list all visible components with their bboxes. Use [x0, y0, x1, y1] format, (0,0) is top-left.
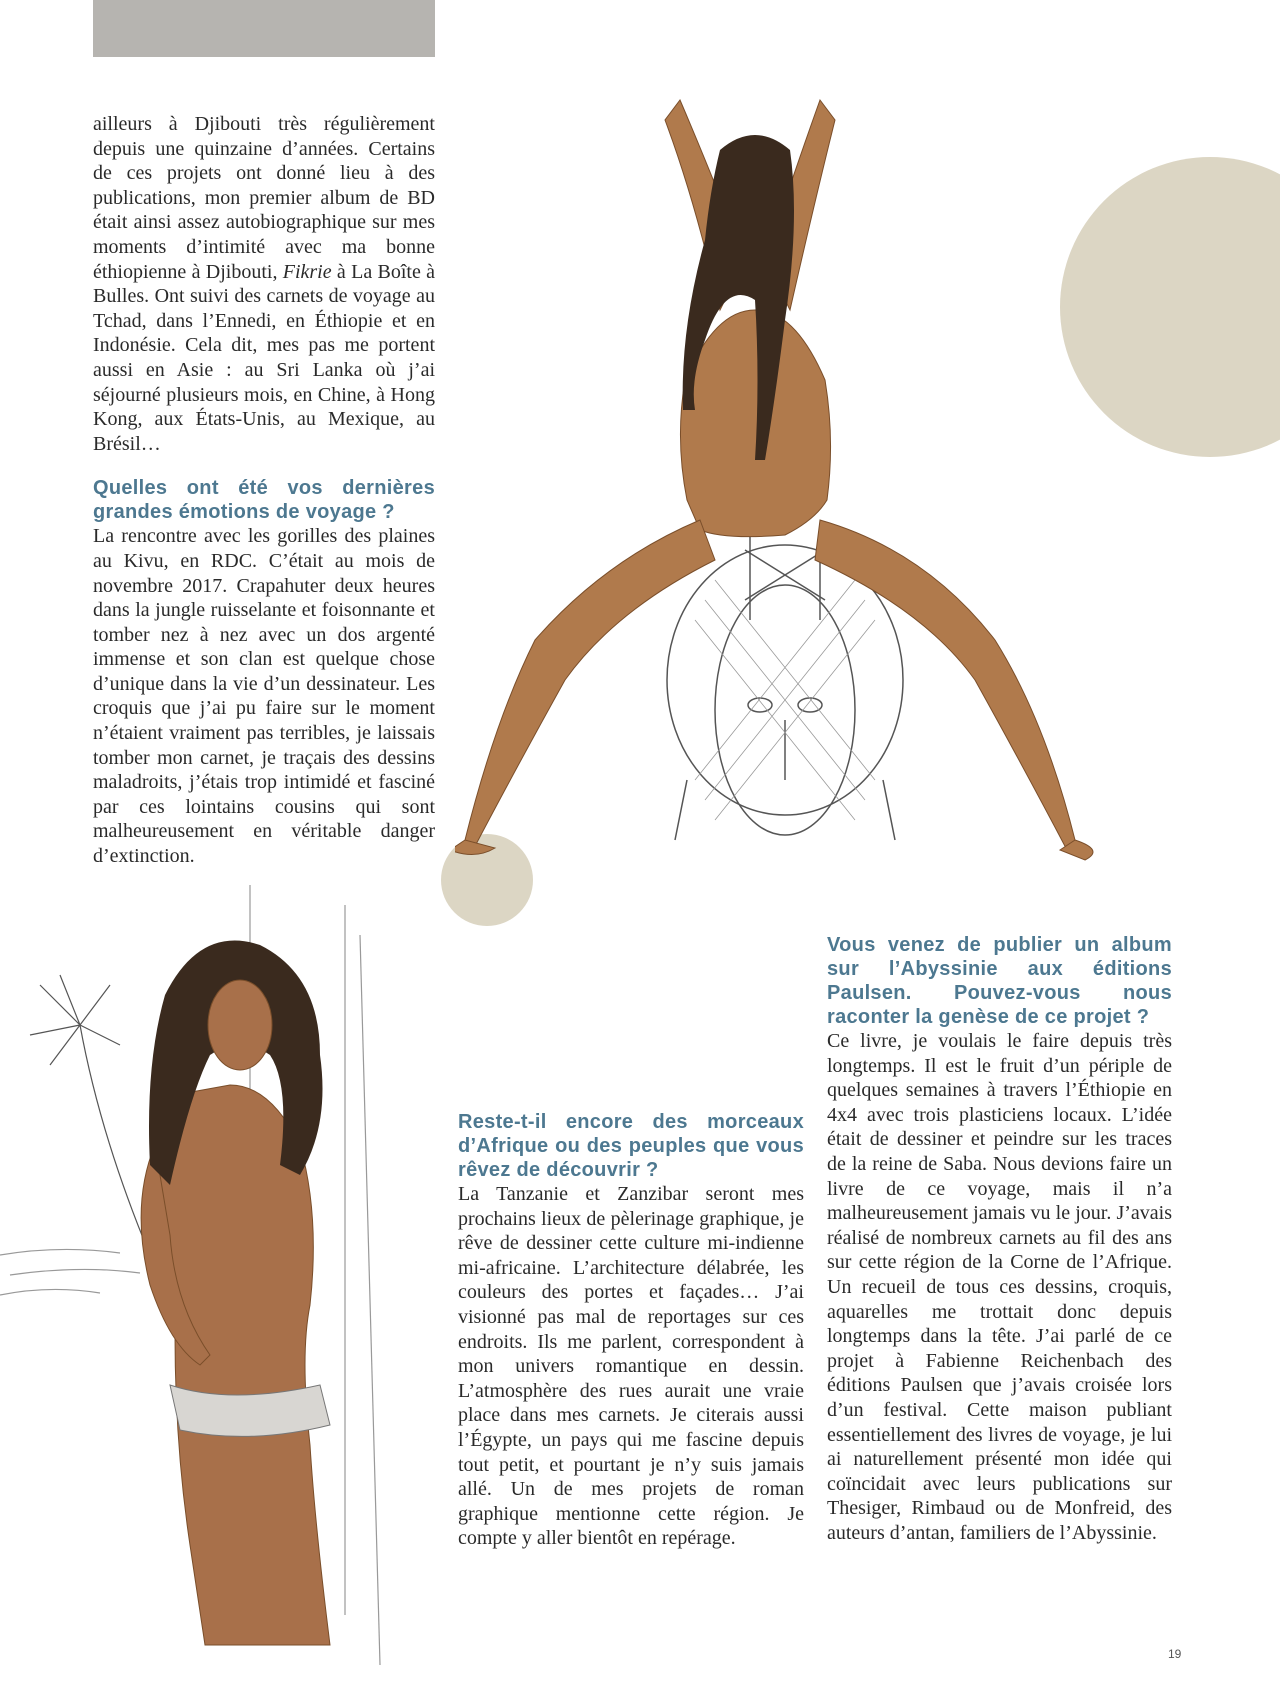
- intro-text-end: à La Boîte à Bulles. Ont suivi des carnets de voyage au Tchad, dans l’Ennedi, en Éthiopie et en Indonésie. Cela dit, mes pas me portent aussi en Asie : au Sri Lanka où j’ai séjourné plusieurs mois, en Chine, à Hong Kong, aux États-Unis, au Mexique, au Brésil…: [93, 260, 435, 455]
- answer-paragraph: Ce livre, je voulais le faire depuis très longtemps. Il est le fruit d’un périple de quelques semaines à travers l’Éthiopie en 4x4 avec trois plasticiens locaux. L’idée était de dessiner et peindre sur les traces de la reine de Saba. Nous devions faire un livre de ce voyage, mais il n’a malheureusement jamais vu le jour. J’avais réalisé de nombreux carnets au fil des ans sur cette région de la Corne de l’Afrique. Un recueil de tous ces dessins, croquis, aquarelles me trottait donc depuis longtemps dans la tête. J’ai parlé de ce projet à Fabienne Reichenbach des éditions Paulsen que j’avais croisée lors d’un festival. Cette maison publiant essentiellement des livres de voyage, je lui ai naturellement présenté mon idée qui coïncidait avec leurs publications sur Thesiger, Rimbaud ou de Monfreid, des auteurs d’antan, familiers de l’Abyssinie.: [827, 1030, 1172, 1544]
- header-color-bar: [93, 0, 435, 57]
- page-number: 19: [1168, 1647, 1182, 1661]
- column-middle: [458, 1110, 804, 1551]
- intro-paragraph: [93, 112, 435, 456]
- column-left: [93, 112, 435, 869]
- question-heading: Reste-t-il encore des morceaux d’Afrique ou des peuples que vous rêvez de découvrir ?: [458, 1111, 804, 1181]
- answer-paragraph: La Tanzanie et Zanzibar seront mes prochains lieux de pèlerinage graphique, je rêve de dessiner cette culture mi-indienne mi-africaine. L’architecture délabrée, les couleurs des portes et façades… J’ai visionné pas mal de reportages sur ces endroits. Ils me parlent, correspondent à mon univers romantique en dessin. L’atmosphère des rues aurait une vraie place dans mes carnets. Je citerais aussi l’Égypte, un pays qui me fascine depuis tout petit, et pourtant je n’y suis jamais allé. Un de mes projets de roman graphique mentionne cette région. Je compte y aller bientôt en repérage.: [458, 1183, 804, 1550]
- book-title: Fikrie: [282, 260, 332, 283]
- question-heading: Quelles ont été vos dernières grandes émotions de voyage ?: [93, 477, 435, 524]
- column-right: [827, 933, 1172, 1545]
- illustration-standing-figure: [0, 885, 450, 1665]
- illustration-figure-on-mask: [455, 80, 1215, 930]
- question-heading: Vous venez de publier un album sur l’Abyssinie aux éditions Paulsen. Pouvez-vous nous raconter la genèse de ce projet ?: [827, 934, 1172, 1028]
- intro-text: ailleurs à Djibouti très régulièrement depuis une quinzaine d’années. Certains de ces projets ont donné lieu à des publications, mon premier album de BD était ainsi assez autobiographique sur mes moments d’intimité avec ma bonne éthiopienne à Djibouti,: [93, 113, 435, 283]
- answer-paragraph: La rencontre avec les gorilles des plaines au Kivu, en RDC. C’était au mois de novembre 2017. Crapahuter deux heures dans la jungle ruisselante et foisonnante et tomber nez à nez avec un dos argenté immense et son clan est quelque chose d’unique dans la vie d’un dessinateur. Les croquis que j’ai pu faire sur le moment n’étaient vraiment pas terribles, je laissais tomber mon carnet, je traçais des dessins maladroits, j’étais trop intimidé et fasciné par ces lointains cousins qui sont malheureusement en véritable danger d’extinction.: [93, 525, 435, 868]
